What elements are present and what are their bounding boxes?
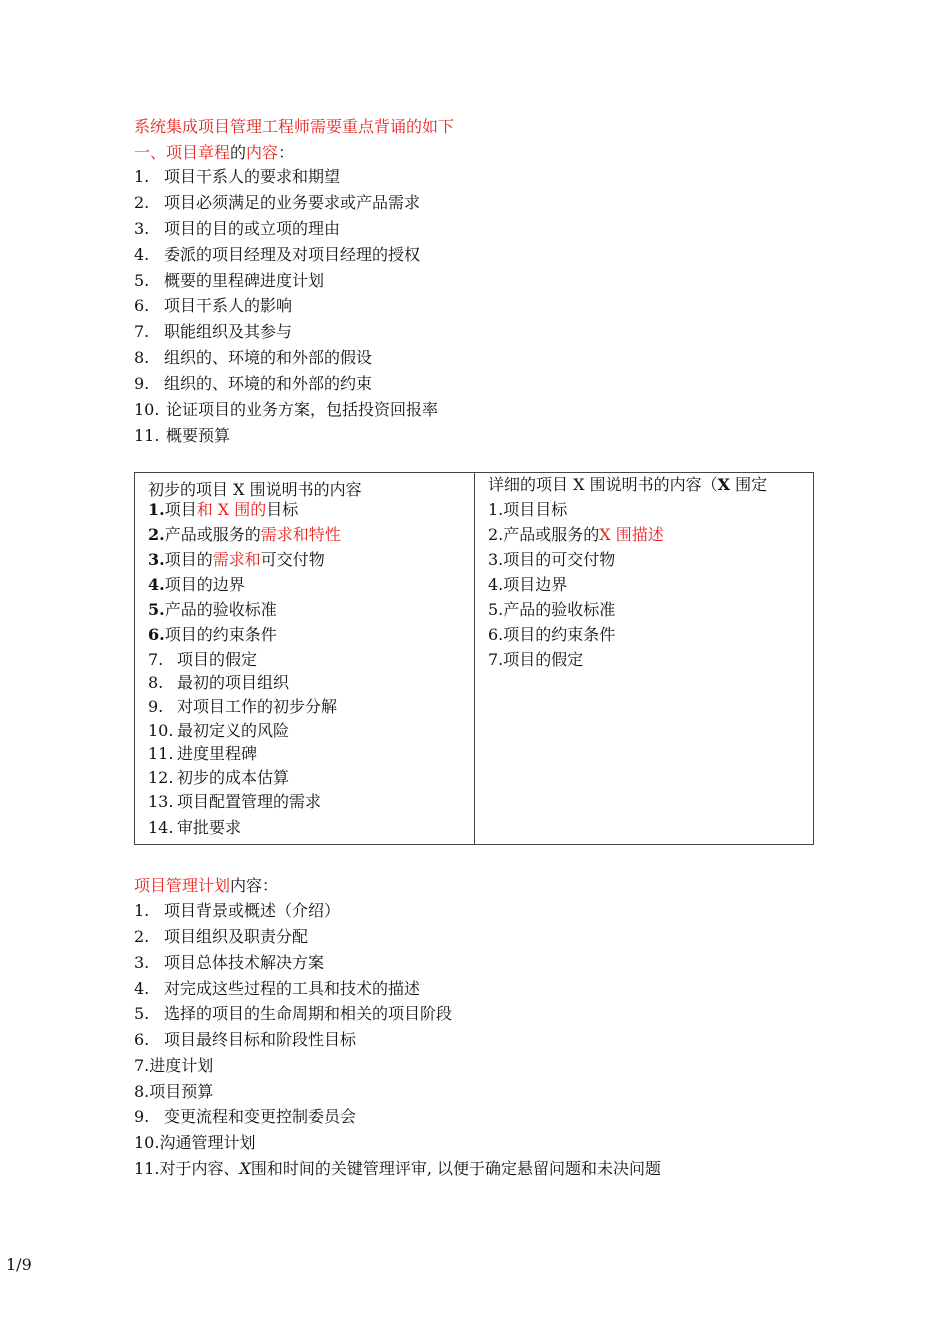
right-table-item <box>488 625 615 645</box>
list-number: 3. <box>148 550 165 569</box>
list-number: 10. <box>148 721 174 740</box>
list-number: 5. <box>134 271 150 290</box>
charter-list-item <box>134 271 324 291</box>
left-table-item <box>148 650 257 670</box>
left-table-item <box>148 550 325 570</box>
list-text: 项目最终目标和阶段性目标 <box>164 1030 357 1049</box>
list-number: 7. <box>148 650 164 669</box>
list-text: 项目总体技术解决方案 <box>164 953 325 972</box>
list-number: 4. <box>134 979 150 998</box>
list-text: 11.对于内容、 <box>134 1159 240 1178</box>
list-text: 项目的 <box>164 550 213 569</box>
charter-title-keyword: 项目章程 <box>166 143 231 162</box>
charter-list-item <box>134 348 372 368</box>
left-table-item <box>148 721 289 741</box>
list-text: 组织的、环境的和外部的假设 <box>164 348 373 367</box>
list-number: 10. <box>134 400 160 419</box>
list-number: 5. <box>148 600 165 619</box>
page-number: 1/9 <box>6 1255 32 1274</box>
list-text: 项目的目的或立项的理由 <box>164 219 341 238</box>
list-text: 项目组织及职责分配 <box>164 927 309 946</box>
list-text: 产品或服务的 <box>164 525 261 544</box>
charter-list-item <box>134 400 438 420</box>
plan-list-item <box>134 979 420 999</box>
plan-list-item <box>134 901 340 921</box>
left-table-item <box>148 792 321 812</box>
list-text: 可交付物 <box>260 550 325 569</box>
list-text: 项目背景或概述（介绍） <box>164 901 341 920</box>
list-text: 3.项目的可交付物 <box>488 550 616 569</box>
list-text: 项目的假定 <box>177 650 258 669</box>
list-number: 7. <box>134 322 150 341</box>
left-column-title: 初步的项目 X 围说明书的内容 <box>148 480 362 499</box>
left-table-item <box>148 744 257 764</box>
list-text: 项目干系人的要求和期望 <box>164 167 341 186</box>
left-table-item <box>148 525 341 545</box>
list-number: 6. <box>148 625 165 644</box>
right-table-item <box>488 600 615 620</box>
plan-list-item <box>134 953 324 973</box>
document-heading: 系统集成项目管理工程师需要重点背诵的如下 <box>134 117 455 136</box>
plan-list-item <box>134 1030 356 1050</box>
list-number: 4. <box>134 245 150 264</box>
list-text: 对完成这些过程的工具和技术的描述 <box>164 979 421 998</box>
list-number: 2. <box>148 525 165 544</box>
list-text: 项目必须满足的业务要求或产品需求 <box>164 193 421 212</box>
right-table-item <box>488 550 615 570</box>
list-number: 1. <box>134 167 150 186</box>
list-number: 3. <box>134 219 150 238</box>
charter-list-item <box>134 245 420 265</box>
list-text: 最初定义的风险 <box>177 721 290 740</box>
list-text: 项目干系人的影响 <box>164 296 293 315</box>
charter-list-item <box>134 374 372 394</box>
charter-list-item <box>134 219 340 239</box>
list-number: 3. <box>134 953 150 972</box>
right-table-item <box>488 575 567 595</box>
list-number: 9. <box>134 1107 150 1126</box>
list-text: 最初的项目组织 <box>177 673 290 692</box>
table-column-divider <box>474 473 475 844</box>
list-text: 项目配置管理的需求 <box>177 792 322 811</box>
list-text: 目标 <box>266 500 299 519</box>
left-table-item <box>148 500 298 520</box>
list-text: 项目的约束条件 <box>164 625 277 644</box>
scope-comparison-table <box>134 472 814 845</box>
title-text: 围定 <box>730 475 768 494</box>
right-table-item <box>488 500 567 520</box>
left-table-item <box>148 673 289 693</box>
list-text: 7.项目的假定 <box>488 650 584 669</box>
list-number: 11. <box>148 744 174 763</box>
list-text: 6.项目的约束条件 <box>488 625 616 644</box>
charter-title-mid: 的 <box>230 143 247 162</box>
list-text: 项目的边界 <box>164 575 245 594</box>
list-number: 11. <box>134 426 160 445</box>
plan-section-title <box>134 876 278 896</box>
charter-title-keyword-2: 内容 <box>246 143 279 162</box>
list-text: 对项目工作的初步分解 <box>177 697 338 716</box>
list-text: 2.产品或服务的 <box>488 525 600 544</box>
charter-list-item <box>134 322 292 342</box>
list-text: 审批要求 <box>177 818 242 837</box>
list-number: 8. <box>134 348 150 367</box>
highlight-text: 和 X 围的 <box>196 500 267 519</box>
list-text: 1.项目目标 <box>488 500 568 519</box>
list-number: 14. <box>148 818 174 837</box>
list-text: 项目 <box>164 500 197 519</box>
list-number: 5. <box>134 1004 150 1023</box>
charter-title-prefix: 一、 <box>134 143 167 162</box>
plan-list-item <box>134 1159 661 1179</box>
list-text: 委派的项目经理及对项目经理的授权 <box>164 245 421 264</box>
plan-list-item <box>134 1004 452 1024</box>
list-text: 初步的成本估算 <box>177 768 290 787</box>
charter-list-item <box>134 296 292 316</box>
charter-title-suffix: ： <box>278 143 295 162</box>
left-table-item <box>148 575 245 595</box>
title-bold-text: X <box>717 475 730 494</box>
plan-list-item <box>134 927 308 947</box>
list-number: 6. <box>134 296 150 315</box>
charter-list-item <box>134 426 230 446</box>
charter-list-item <box>134 167 340 187</box>
list-number: 6. <box>134 1030 150 1049</box>
list-text: 变更流程和变更控制委员会 <box>164 1107 357 1126</box>
left-table-item <box>148 768 289 788</box>
title-text: 详细的项目 X 围说明书的内容（ <box>488 475 718 494</box>
list-number: 9. <box>148 697 164 716</box>
right-column-title <box>488 475 767 495</box>
plan-title-suffix: 内容： <box>230 876 279 895</box>
list-number: 12. <box>148 768 174 787</box>
left-table-item <box>148 697 337 717</box>
plan-list-item: 7.进度计划 <box>134 1056 214 1075</box>
list-number: 13. <box>148 792 174 811</box>
list-text: 概要的里程碑进度计划 <box>164 271 325 290</box>
plan-list-item: 10.沟通管理计划 <box>134 1133 256 1152</box>
list-number: 9. <box>134 374 150 393</box>
list-text: 概要预算 <box>166 426 231 445</box>
list-text: 论证项目的业务方案，包括投资回报率 <box>166 400 439 419</box>
list-number: 1. <box>134 901 150 920</box>
list-text: 4.项目边界 <box>488 575 568 594</box>
left-table-item <box>148 818 241 838</box>
charter-list-item <box>134 193 420 213</box>
list-text: 进度里程碑 <box>177 744 258 763</box>
plan-list-item <box>134 1107 356 1127</box>
list-number: 2. <box>134 927 150 946</box>
plan-title-keyword: 项目管理计划 <box>134 876 231 895</box>
list-number: 8. <box>148 673 164 692</box>
right-table-item <box>488 525 664 545</box>
charter-section-title <box>134 143 294 163</box>
highlight-text: X 围描述 <box>599 525 664 544</box>
highlight-text: 需求和 <box>212 550 261 569</box>
italic-text: X <box>239 1159 251 1178</box>
list-text: 职能组织及其参与 <box>164 322 293 341</box>
plan-list-item: 8.项目预算 <box>134 1082 214 1101</box>
list-text: 产品的验收标准 <box>164 600 277 619</box>
list-number: 2. <box>134 193 150 212</box>
left-table-item <box>148 625 277 645</box>
list-text: 5.产品的验收标准 <box>488 600 616 619</box>
list-text: 组织的、环境的和外部的约束 <box>164 374 373 393</box>
list-text: 围和时间的关键管理评审, 以便于确定悬留问题和未决问题 <box>250 1159 662 1178</box>
list-text: 选择的项目的生命周期和相关的项目阶段 <box>164 1004 453 1023</box>
list-number: 4. <box>148 575 165 594</box>
right-table-item <box>488 650 583 670</box>
highlight-text: 需求和特性 <box>260 525 341 544</box>
list-number: 1. <box>148 500 165 519</box>
left-table-item <box>148 600 277 620</box>
